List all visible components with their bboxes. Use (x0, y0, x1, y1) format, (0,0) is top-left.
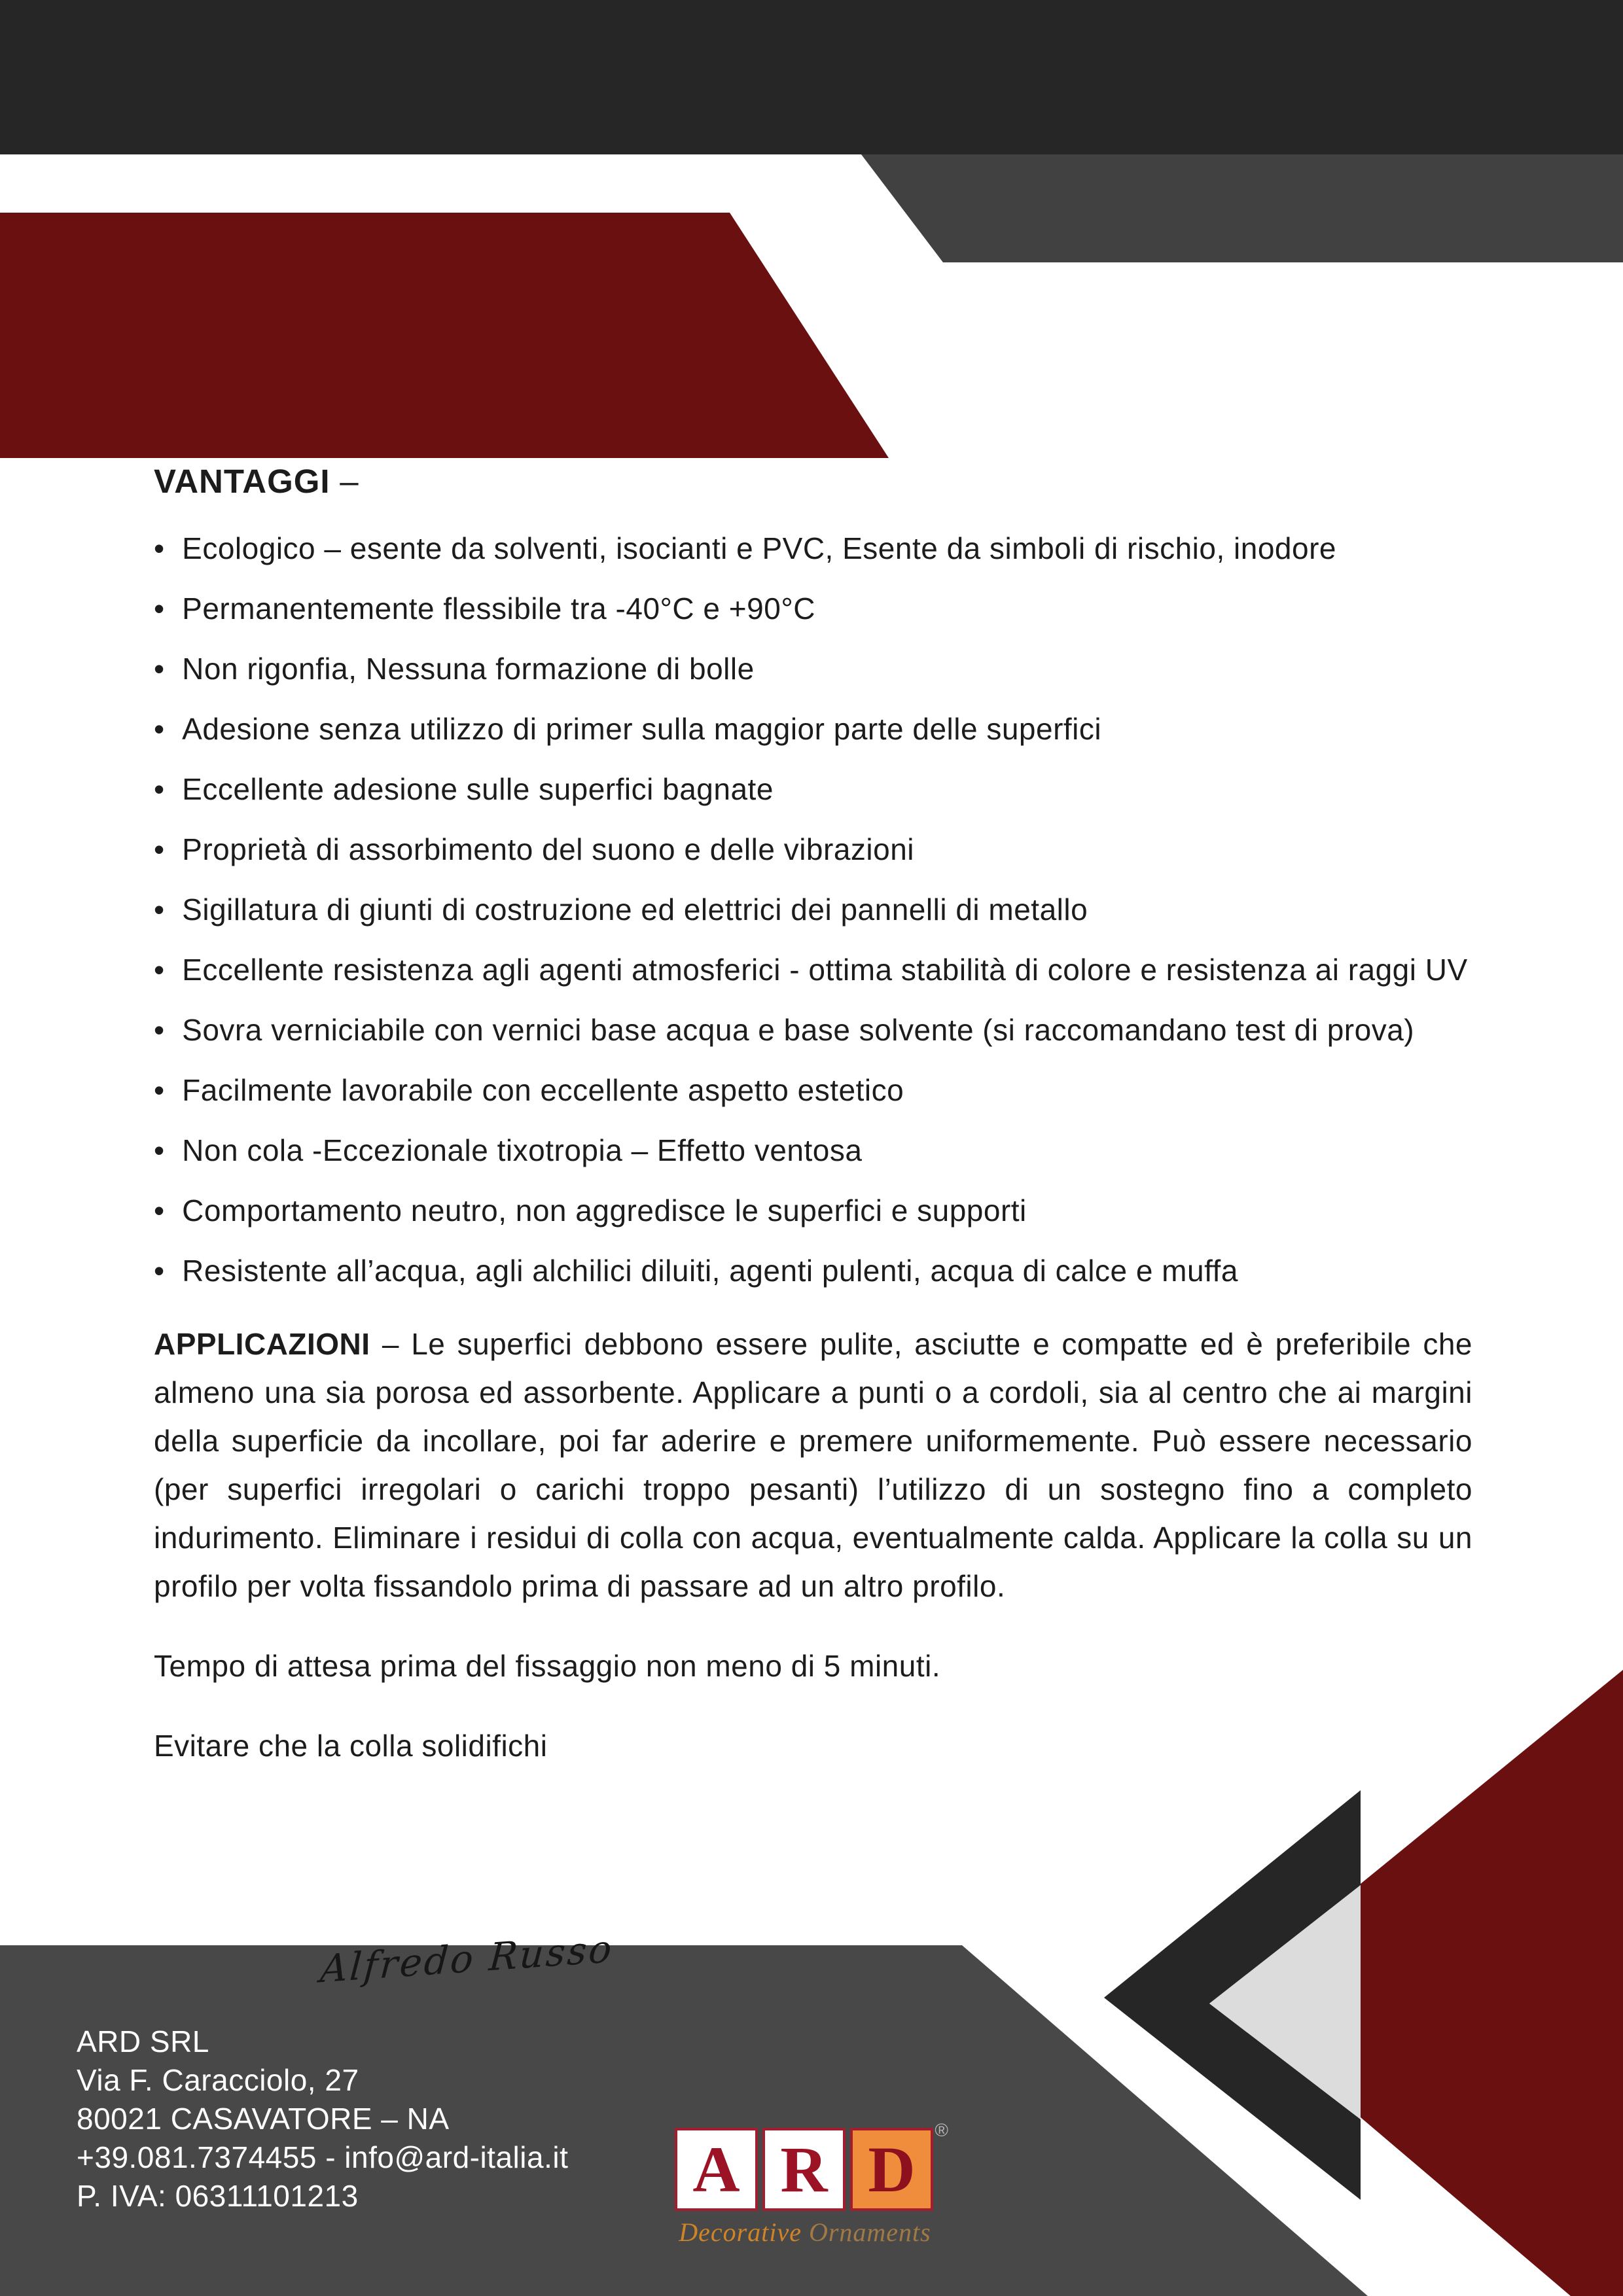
list-item: • Proprietà di assorbimento del suono e delle vibrazioni (154, 825, 1472, 874)
list-item: • Adesione senza utilizzo di primer sulla maggior parte delle superfici (154, 705, 1472, 753)
applications-dash: – (382, 1327, 399, 1361)
top-black-band (0, 0, 1623, 154)
list-item: • Ecologico – esente da solventi, isocianti e PVC, Esente da simboli di rischio, inodore (154, 524, 1472, 573)
note-solidify: Evitare che la colla solidifichi (154, 1729, 548, 1763)
note-waiting-time: Tempo di attesa prima del fissaggio non meno di 5 minuti. (154, 1649, 941, 1683)
registered-mark-icon: ® (935, 2120, 948, 2140)
section-heading (154, 461, 1472, 502)
ard-logo (675, 2120, 948, 2248)
list-item: • Sovra verniciabile con vernici base acqua e base solvente (si raccomandano test di prova) (154, 1006, 1472, 1054)
logo-letter-r: R (762, 2128, 846, 2211)
company-name: ARD SRL (77, 2024, 209, 2058)
company-address: Via F. Caracciolo, 27 (77, 2063, 359, 2097)
heading-dash: – (340, 463, 359, 500)
company-city: 80021 CASAVATORE – NA (77, 2102, 450, 2136)
list-item: • Non cola -Eccezionale tixotropia – Effetto ventosa (154, 1126, 1472, 1174)
logo-tagline (675, 2217, 935, 2248)
main-content (154, 461, 1472, 1770)
logo-letter-d: D (850, 2128, 933, 2211)
list-item: • Permanentemente flessibile tra -40°C e +90°C (154, 584, 1472, 633)
list-item: • Resistente all’acqua, agli alchilici diluiti, agenti pulenti, acqua di calce e muffa (154, 1246, 1472, 1295)
tagline-ornaments: Ornaments (808, 2217, 931, 2247)
applications-label: APPLICAZIONI (154, 1327, 370, 1361)
company-contacts: +39.081.7374455 - info@ard-italia.it (77, 2140, 569, 2174)
top-gray-parallelogram (861, 154, 1623, 262)
applications-paragraph (154, 1320, 1472, 1610)
company-vat: P. IVA: 06311101213 (77, 2179, 359, 2213)
top-maroon-band (0, 213, 889, 458)
heading-label: VANTAGGI (154, 463, 330, 500)
list-item: • Comportamento neutro, non aggredisce le superfici e supporti (154, 1186, 1472, 1235)
ard-logo-boxes (675, 2120, 948, 2211)
company-info (77, 2022, 568, 2216)
logo-letter-a: A (675, 2128, 758, 2211)
list-item: • Facilmente lavorabile con eccellente aspetto estetico (154, 1066, 1472, 1114)
list-item: • Eccellente adesione sulle superfici bagnate (154, 765, 1472, 813)
list-item: • Sigillatura di giunti di costruzione ed elettrici dei pannelli di metallo (154, 885, 1472, 934)
tagline-decorative: Decorative (679, 2217, 802, 2247)
signature: Alfredo Russo (319, 1926, 615, 1992)
list-item: • Eccellente resistenza agli agenti atmosferici - ottima stabilità di colore e resistenza ai raggi UV (154, 945, 1472, 994)
applications-body: Le superfici debbono essere pulite, asciutte e compatte ed è preferibile che almeno una sia porosa ed assorbente. Applicare a punti o a cordoli, sia al centro che ai margini della superficie da incollare, poi far aderire e premere uniformemente. Può essere necessario (per superfici irregolari o carichi troppo pesanti) l’utilizzo di un sostegno fino a completo indurimento. Eliminare i residui di colla con acqua, eventualmente calda. Applicare la colla su un profilo per volta fissandolo prima di passare ad un altro profilo. (154, 1327, 1473, 1603)
list-item: • Non rigonfia, Nessuna formazione di bolle (154, 645, 1472, 693)
advantages-list (154, 524, 1472, 1295)
